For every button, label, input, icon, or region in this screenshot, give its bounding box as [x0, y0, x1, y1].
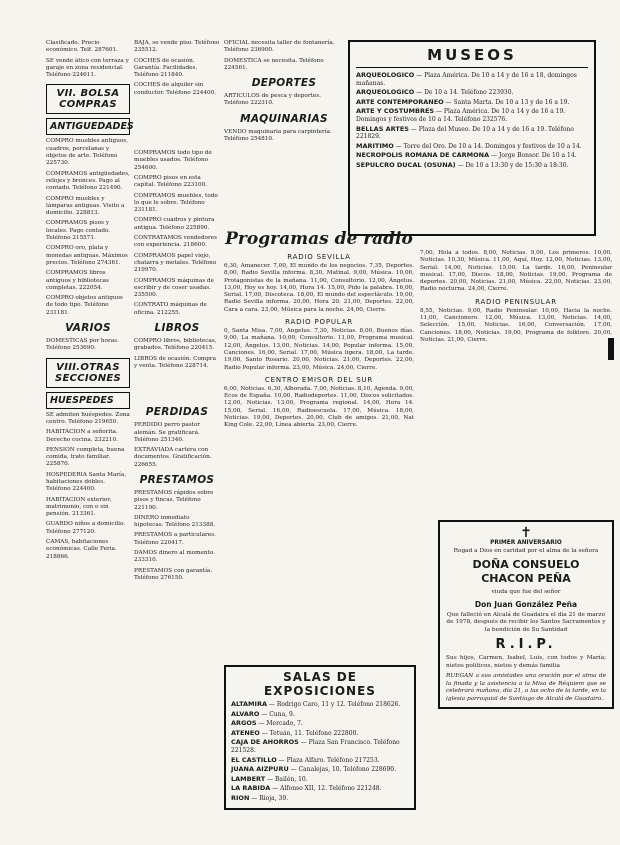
ad-text: COMPRAMOS papel viejo, chatarra y metales. Teléfono 219970.: [134, 252, 217, 274]
museum-info: Torre del Oro. De 10 a 14. Domingos y festivos de 10 a 14.: [403, 142, 582, 150]
obituary-husband-name: Don Juan González Peña: [474, 599, 578, 609]
section-heading-varios: VARIOS: [65, 322, 111, 335]
museum-row: ARTE CONTEMPORANEO — Santa Marta. De 10 a 13 y de 16 a 19.: [356, 97, 570, 106]
sala-name: LA RABIDA: [231, 784, 271, 793]
radio-schedule: 6,30, Amanecer. 7,00, El mundo de los negocios. 7,35, Deportes. 8,00, Radio Sevilla informa. 8,30, Matinal. 9,00, Música. 10,00, Protagonistas de la mañana. 11,00, Consultorio. 12,00, Ángelus. 13,00, Hoy es hoy. 14,00, Hora 14. 15,00, Pido la palabra. 16,00, Serial. 17,00, Discoteca. 18,00, El mundo del espectáculo. 19,00, Radio Sevilla informa. 20,00, Hora 20. 21,00, Deportes. 22,00, Cara a cara. 23,00, Música para la noche. 24,00, Cierre.: [224, 263, 414, 313]
sala-name: ALVARO: [231, 709, 260, 718]
museum-row: ARQUEOLOGICO — Plaza América. De 10 a 14 y de 16 a 18, domingos mañanas.: [356, 71, 577, 87]
radio-programs-continued: [420, 250, 612, 344]
ad-text: COMPRO oro, plata y monedas antiguas. Máximos precios. Teléfono 274361.: [46, 245, 128, 266]
museum-name: MARITIMO: [356, 141, 394, 150]
sala-info: Plaza Alfaro. Teléfono 217253.: [286, 756, 380, 764]
museum-row: MARITIMO — Torre del Oro. De 10 a 14. Domingos y festivos de 10 a 14.: [356, 141, 582, 150]
classifieds-column-3: [224, 40, 344, 146]
section-heading-antiguedades: ANTIGUEDADES: [46, 118, 130, 135]
obituary-rip: R.I.P.: [495, 637, 557, 652]
ad-text: GUARDO niños a domicilio. Teléfono 277120.: [46, 521, 126, 535]
radio-schedule: 7,00, Hola a todos. 8,00, Noticias. 9,00, Los primeros. 10,00, Noticias. 10,30, Música. 11,00, Aquí, Hoy. 12,00, Noticias. 13,00, Serial. 14,00, Noticias. 15,00, La tarde. 16,00, Peninsular musical. 17,00, Discos. 18,00, Noticias. 19,00, Programa de deportes. 20,00, Noticias. 21,00, Música. 22,00, Noticias. 23,00, Radio nocturna. 24,00, Cierre.: [420, 250, 612, 293]
section-heading-maquinarias: MAQUINARIAS: [240, 112, 328, 125]
section-heading-prestamos: PRESTAMOS: [139, 473, 215, 486]
ad-text: Clasificado. Precio económico. Telf. 287601.: [46, 40, 118, 54]
ad-text: COMPRAMOS muebles, todo lo que le sobre. Teléfono 231181.: [134, 192, 218, 214]
ad-text: HOSPEDERIA Santa María, habitaciones dobles. Teléfono 224400.: [46, 471, 127, 493]
ad-text: CONTRATO máquinas de oficina. 212255.: [134, 302, 207, 316]
obituary-deceased-name: DOÑA CONSUELO CHACON PEÑA: [472, 558, 580, 585]
radio-schedule: 8,55, Noticias. 9,00, Radio Peninsular. 10,00, Hacia la noche. 11,00, Cancionero. 12,00, Música. 13,00, Noticias. 14,00, Selección. 15,00, Noticias. 16,00, Conversación. 17,00, Canciones. 18,00, Noticias. 19,00, Programa de folklore. 20,00, Noticias. 21,00, Cierre.: [420, 307, 612, 343]
ad-text: COMPRAMOS libros antiguos y bibliotecas completas. 222054.: [46, 270, 109, 291]
classifieds-column-2: [134, 40, 220, 585]
ad-text: HABITACION a señorita. Derecho cocina. 232210.: [46, 429, 118, 443]
ad-text: PRESTAMOS con garantía. Teléfono 276150.: [134, 567, 213, 581]
museum-name: ARTE Y COSTUMBRES: [356, 107, 435, 116]
radio-station-heading: CENTRO EMISOR DEL SUR: [264, 375, 374, 384]
museum-info: Plaza del Museo. De 10 a 14 y de 16 a 19. Teléfono 221829.: [356, 125, 574, 141]
sala-name: ATENEO: [231, 728, 260, 737]
section-heading-libros: LIBROS: [154, 322, 200, 335]
sala-row: CAJA DE AHORROS — Plaza San Francisco. Teléfono 221528.: [231, 738, 400, 754]
ad-text: CAMAS, habitaciones económicas. Calle Feria. 218866.: [46, 539, 117, 560]
ad-text: PRESTAMOS rápidos sobre pisos y fincas. Teléfono 221190.: [134, 489, 214, 511]
museum-name: ARQUEOLOGICO: [356, 88, 415, 97]
obituary-family: Sus hijos, Carmen, Isabel, Luis, con todos y María; nietos políticos, nietos y demás familia: [446, 655, 606, 669]
ad-text: OFICIAL necesita taller de fontanería. Teléfono 236900.: [224, 40, 335, 54]
ad-text: SE admiten huéspedes. Zona centro. Teléfono 219650.: [46, 411, 130, 425]
museum-info: Plaza América. De 10 a 14 y de 16 a 19. Domingos y festivos de 10 a 14. Teléfono 232576.: [356, 108, 566, 123]
ad-text: COMPRO cuadros y pintura antigua. Teléfono 225890.: [134, 217, 215, 231]
sala-name: RION: [231, 793, 250, 802]
ad-text: DAMOS dinero al momento. 233310.: [134, 550, 215, 564]
sala-info: Alfonso XII, 12. Teléfono 221248.: [280, 785, 382, 793]
sala-row: ATENEO — Tetuán, 11. Teléfono 222800.: [231, 728, 359, 737]
radio-station-heading: RADIO PENINSULAR: [475, 297, 557, 306]
radio-station-heading: RADIO POPULAR: [285, 318, 353, 327]
ad-text: DOMESTICAS por horas. Teléfono 253690.: [46, 338, 119, 352]
sala-info: Canalejas, 10. Teléfono 228690.: [298, 766, 397, 774]
ad-text: LIBROS de ocasión. Compra y venta. Teléfono 228714.: [134, 355, 217, 369]
sala-info: Bailén, 10.: [275, 775, 308, 783]
ad-text: PERDIDO perro pastor alemán. Se gratificará. Teléfono 251340.: [134, 422, 201, 443]
sala-info: Cuna, 9.: [269, 710, 295, 718]
museum-info: De 10 a 13:30 y de 15:30 a 18:30.: [465, 161, 569, 169]
sala-row: LA RABIDA — Alfonso XII, 12. Teléfono 221248.: [231, 784, 382, 793]
ad-text: COMPRO muebles antiguos, cuadros, porcelanas y objetos de arte. Teléfono 225730.: [46, 138, 129, 167]
classifieds-column-1: [46, 40, 134, 564]
ad-text: CONTRATAMOS vendedores con experiencia. 218600.: [134, 235, 217, 249]
sala-row: EL CASTILLO — Plaza Alfaro. Teléfono 217253.: [231, 755, 380, 764]
sala-info: Rioja, 39.: [259, 794, 289, 802]
ad-text: COMPRAMOS todo tipo de muebles usados. Teléfono 254600.: [134, 150, 212, 171]
obituary-request: RUEGAN a sus amistades una oración por el alma de la finada y la asistencia a la Misa de Réquiem que se celebrará mañana, día 21, a las ocho de la tarde, en la iglesia parroquial de Santiago de Alcalá de Guadaira.: [446, 673, 606, 702]
obituary-death-details: Que falleció en Alcalá de Guadaira el día 21 de marzo de 1978, después de recibir los Santos Sacramentos y la bendición de Su Santidad: [446, 611, 606, 633]
ad-text: EXTRAVIADA cartera con documentos. Gratificación. 226655.: [134, 447, 212, 468]
radio-schedule: 6,00, Noticias. 6,30, Alborada. 7,00, Noticias. 8,10, Agenda. 9,00, Ecos de España. 10,00, Radiodeportes. 11,00, Discos solicitados. 12,00, Noticias. 13,00, Programa regional. 14,00, Hora 14. 15,00, Serial. 16,00, Radioescuela. 17,00, Música. 18,00, Noticias. 19,00, Deportes. 20,00, Club de amigos. 21,00, Nat King Cole. 22,00, Línea abierta. 23,00, Cierre.: [224, 385, 414, 429]
salas-exposiciones-box: [224, 665, 416, 810]
sala-name: EL CASTILLO: [231, 755, 277, 764]
sala-info: Mercado, 7.: [266, 720, 303, 728]
museum-row: SEPULCRO DUCAL (OSUNA) — De 10 a 13:30 y de 15:30 a 18:30.: [356, 160, 569, 169]
museum-row: BELLAS ARTES — Plaza del Museo. De 10 a 14 y de 16 a 19. Teléfono 221829.: [356, 124, 574, 141]
section-heading-perdidas: PERDIDAS: [145, 406, 209, 419]
museum-row: NECROPOLIS ROMANA DE CARMONA — Jorge Bonsor. De 10 a 14.: [356, 151, 577, 160]
cross-icon: ✝: [520, 525, 532, 541]
museos-title: MUSEOS: [356, 46, 588, 68]
salas-title: SALAS DE EXPOSICIONES: [264, 670, 376, 698]
sala-name: ALTAMIRA: [231, 700, 267, 708]
ad-text: COMPRAMOS antigüedades, relojes y bronces. Pago al contado. Teléfono 221490.: [46, 170, 130, 192]
museum-info: Jorge Bonsor. De 10 a 14.: [498, 152, 577, 160]
sala-row: RION — Rioja, 39.: [231, 793, 289, 802]
ad-text: COMPRO objetos antiguos de todo tipo. Teléfono 231181.: [46, 295, 123, 316]
museum-name: NECROPOLIS ROMANA DE CARMONA: [356, 151, 490, 160]
ad-text: COMPRAMOS pisos y locales. Pago contado. Teléfono 215571.: [46, 220, 111, 242]
ad-text: BAJA, se vende piso. Teléfono 235512.: [134, 40, 220, 54]
sala-info: Plaza San Francisco. Teléfono 221528.: [231, 739, 400, 754]
section-heading-otras: VIII.OTRAS SECCIONES: [46, 358, 130, 388]
obituary-relation: viuda que fue del señor: [491, 589, 561, 595]
ad-text: PRESTAMOS a particulares. Teléfono 220417.: [134, 532, 216, 546]
museum-info: Plaza América. De 10 a 14 y de 16 a 18, domingos mañanas.: [356, 72, 577, 87]
section-heading-deportes: DEPORTES: [251, 77, 317, 90]
ad-text: PENSION completa, buena comida, trato familiar. 225870.: [46, 446, 125, 468]
obituary-heading: PRIMER ANIVERSARIO: [490, 540, 562, 546]
section-heading-bolsa: VII. BOLSA COMPRAS: [46, 84, 130, 114]
ad-text: COMPRO libros, bibliotecas, grabados. Teléfono 220415.: [134, 338, 217, 352]
ad-text: SE vende ático con terraza y garaje en zona residencial. Teléfono 224611.: [46, 57, 129, 79]
ad-text: COMPRAMOS máquinas de escribir y de coser usadas. 235500.: [134, 277, 214, 299]
ad-text: HABITACION exterior, matrimonio, con o sin pensión. 213361.: [46, 496, 112, 518]
sala-info: Rodrigo Caro, 11 y 12. Teléfono 218626.: [276, 701, 401, 708]
sala-name: JUANA AIZPURU: [231, 765, 289, 774]
radio-programs: [224, 225, 414, 430]
ad-text: COMPRO pisos en esta capital. Teléfono 223100.: [134, 174, 207, 189]
sala-name: ARGOS: [231, 719, 257, 728]
sala-row: ALTAMIRA — Rodrigo Caro, 11 y 12. Teléfono 218626.: [231, 700, 401, 708]
museum-name: BELLAS ARTES: [356, 124, 409, 133]
radio-schedule: 0, Santa Misa. 7,00, Angelus. 7,30, Noticias. 8,00, Buenos días. 9,00, La mañana. 10,00, Consultorio. 11,00, Programa musical. 12,00, Ángelus. 13,00, Noticias. 14,00, Popular informa. 15,00, Canciones. 16,00, Serial. 17,00, Música ligera. 18,00, La tarde. 19,00, Santo Rosario. 20,00, Noticias. 21,00, Deportes. 22,00, Radio Popular informa. 23,00, Música. 24,00, Cierre.: [224, 328, 414, 371]
ad-text: COCHES de ocasión. Garantía. Facilidades. Teléfono 211840.: [134, 57, 198, 79]
sala-row: LAMBERT — Bailén, 10.: [231, 774, 308, 783]
museum-row: ARTE Y COSTUMBRES — Plaza América. De 10 a 14 y de 16 a 19. Domingos y festivos de 10 a 14. Teléfono 232576.: [356, 107, 566, 123]
museum-info: De 10 a 14. Teléfono 223930.: [424, 89, 514, 97]
radio-title: Programas de radio: [225, 229, 413, 249]
sala-row: ALVARO — Cuna, 9.: [231, 709, 295, 718]
museum-row: ARQUEOLOGICO — De 10 a 14. Teléfono 223930.: [356, 88, 514, 97]
obituary-notice: [438, 520, 614, 709]
museum-name: SEPULCRO DUCAL (OSUNA): [356, 160, 456, 169]
sala-name: LAMBERT: [231, 774, 266, 783]
obituary-subheading: Rogad a Dios en caridad por el alma de la señora: [453, 547, 599, 554]
radio-station-heading: RADIO SEVILLA: [287, 253, 351, 261]
sala-info: Tetuán, 11. Teléfono 222800.: [269, 729, 359, 737]
museum-name: ARQUEOLOGICO: [356, 71, 415, 79]
museum-info: Santa Marta. De 10 a 13 y de 16 a 19.: [453, 98, 570, 106]
ad-text: DOMESTICA se necesita. Teléfono 224561.: [224, 57, 324, 71]
sala-row: ARGOS — Mercado, 7.: [231, 719, 303, 728]
sala-row: JUANA AIZPURU — Canalejas, 10. Teléfono 228690.: [231, 765, 397, 774]
sala-name: CAJA DE AHORROS: [231, 738, 299, 747]
museos-box: [348, 40, 596, 236]
museum-name: ARTE CONTEMPORANEO: [356, 97, 444, 106]
ad-text: DINERO inmediato hipotecas. Teléfono 213388.: [134, 514, 216, 529]
margin-mark: [608, 338, 614, 360]
ad-text: VENDO maquinaria para carpintería. Teléfono 254810.: [224, 128, 332, 143]
ad-text: COCHES de alquiler sin conductor. Teléfono 224400.: [134, 82, 217, 96]
ad-text: ARTICULOS de pesca y deportes. Teléfono 222310.: [224, 93, 321, 107]
section-heading-huespedes: HUESPEDES: [46, 392, 130, 409]
ad-text: COMPRO muebles y lámparas antiguas. Visito a domicilio. 228813.: [46, 195, 125, 217]
